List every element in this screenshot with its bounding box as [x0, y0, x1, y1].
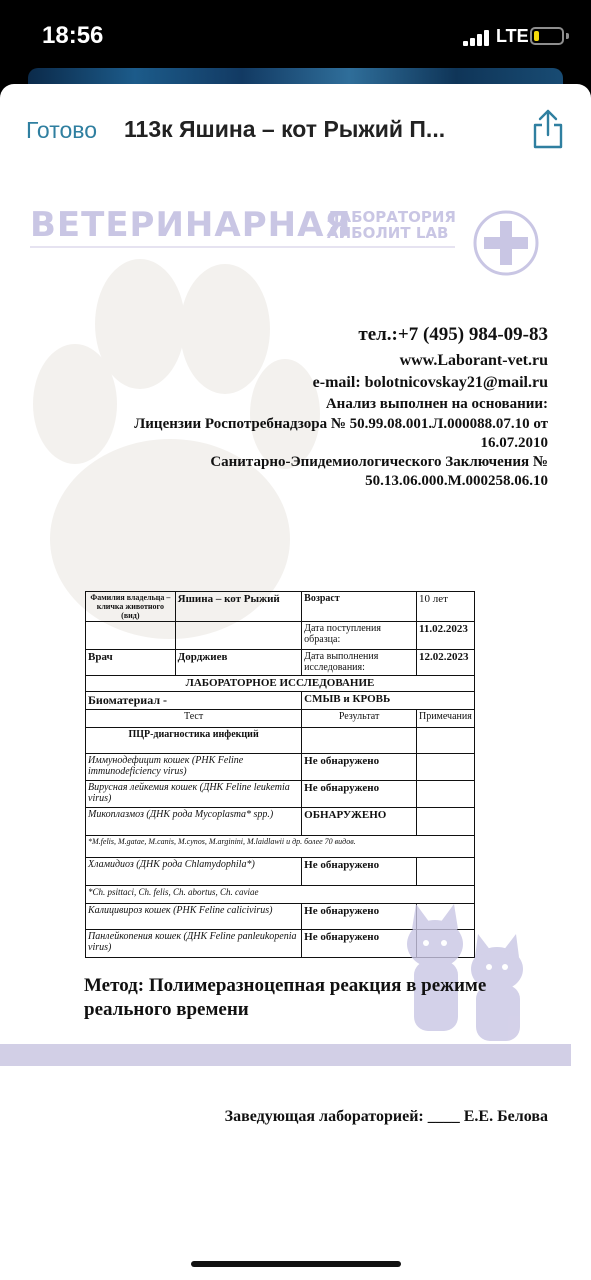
medical-cross-icon [472, 209, 540, 277]
share-icon[interactable] [530, 108, 566, 150]
empty-cell [302, 728, 417, 754]
received-value: 11.02.2023 [416, 622, 474, 650]
test-name: Калицивироз кошек (РНК Feline calicivirus) [86, 904, 302, 930]
sanitary-line-1: Санитарно-Эпидемиологического Заключения № [210, 454, 548, 470]
biomaterial-value: СМЫВ и КРОВЬ [302, 692, 475, 710]
table-row [86, 754, 475, 781]
test-name: Иммунодефицит кошек (РНК Feline immunodeficiency virus) [86, 754, 302, 781]
done-label: Дата выполнения исследования: [302, 650, 417, 676]
test-result: Не обнаружено [302, 904, 417, 930]
logo-subtitle-1: ЛАБОРАТОРИЯ [327, 208, 456, 226]
species-note: *Ch. psittaci, Ch. felis, Ch. abortus, Ch. caviae [86, 886, 475, 904]
test-result: Не обнаружено [302, 781, 417, 808]
document-viewer-sheet [0, 84, 591, 1280]
cats-illustration [400, 889, 530, 1049]
empty-cell [416, 728, 474, 754]
group-title: ПЦР-диагностика инфекций [86, 728, 302, 754]
empty-cell [86, 622, 176, 650]
received-label: Дата поступления образца: [302, 622, 417, 650]
test-result: ОБНАРУЖЕНО [302, 808, 417, 836]
section-title: ЛАБОРАТОРНОЕ ИССЛЕДОВАНИЕ [86, 676, 475, 692]
signal-icon [463, 30, 493, 46]
paw-watermark [20, 229, 320, 649]
table-row [86, 728, 475, 754]
logo-divider [30, 246, 455, 248]
test-name: Хламидиоз (ДНК рода Chlamydophila*) [86, 858, 302, 886]
doctor-value: Дорджиев [175, 650, 302, 676]
test-notes [416, 858, 474, 886]
test-name: Панлейкопения кошек (ДНК Feline panleukopenia virus) [86, 930, 302, 958]
table-row [86, 650, 475, 676]
table-row [86, 808, 475, 836]
test-notes [416, 754, 474, 781]
logo-title: ВЕТЕРИНАРНАЯ [30, 205, 352, 245]
doctor-label: Врач [86, 650, 176, 676]
test-notes [416, 808, 474, 836]
done-value: 12.02.2023 [416, 650, 474, 676]
table-row [86, 622, 475, 650]
status-bar [0, 0, 591, 70]
contact-phone: тел.:+7 (495) 984-09-83 [358, 324, 548, 345]
license-line-2: 16.07.2010 [480, 435, 548, 451]
method-text: Метод: Полимеразноцепная реакция в режиме реального времени [84, 975, 487, 1020]
biomaterial-label: Биоматериал - [86, 692, 302, 710]
test-notes [416, 781, 474, 808]
lab-report-page [0, 189, 591, 1189]
col-test-header: Тест [86, 710, 302, 728]
table-row [86, 836, 475, 858]
owner-value: Яшина – кот Рыжий [175, 592, 302, 622]
logo-subtitle-2: АЙБОЛИТ LAB [327, 224, 449, 242]
test-name: Вирусная лейкемия кошек (ДНК Feline leukemia virus) [86, 781, 302, 808]
battery-tip [566, 33, 569, 39]
owner-label: Фамилия владельца – кличка животного (вид) [86, 592, 176, 622]
empty-cell [175, 622, 302, 650]
table-row [86, 858, 475, 886]
decorative-band [0, 1044, 571, 1066]
contact-site: www.Laborant-vet.ru [399, 352, 548, 369]
done-button[interactable]: Готово [26, 117, 98, 143]
age-value: 10 лет [416, 592, 474, 622]
basis-heading: Анализ выполнен на основании: [325, 396, 548, 412]
document-title: 113к Яшина – кот Рыжий П... [124, 116, 446, 142]
table-row [86, 692, 475, 710]
contact-email: e-mail: bolotnicovskay21@mail.ru [312, 374, 548, 391]
sanitary-line-2: 50.13.06.000.М.000258.06.10 [365, 473, 548, 489]
network-label: LTE [496, 26, 529, 46]
license-line-1: Лицензии Роспотребнадзора № 50.99.08.001.Л.000088.07.10 от [134, 416, 548, 432]
test-result: Не обнаружено [302, 754, 417, 781]
battery-icon [530, 27, 564, 45]
table-row [86, 592, 475, 622]
table-row [86, 676, 475, 692]
col-notes-header: Примечания [416, 710, 474, 728]
status-time: 18:56 [42, 22, 104, 49]
species-note: *M.felis, M.gatae, M.canis, M.cynos, M.arginini, M.laidlawii и др. более 70 видов. [86, 836, 475, 858]
age-label: Возраст [302, 592, 417, 622]
signature-line: Заведующая лабораторией: ____ Е.Е. Белова [224, 1108, 548, 1125]
test-result: Не обнаружено [302, 858, 417, 886]
col-result-header: Результат [302, 710, 417, 728]
table-row [86, 710, 475, 728]
test-result: Не обнаружено [302, 930, 417, 958]
home-indicator[interactable] [191, 1261, 401, 1267]
table-row [86, 781, 475, 808]
test-name: Микоплазмоз (ДНК рода Mycoplasma* spp.) [86, 808, 302, 836]
